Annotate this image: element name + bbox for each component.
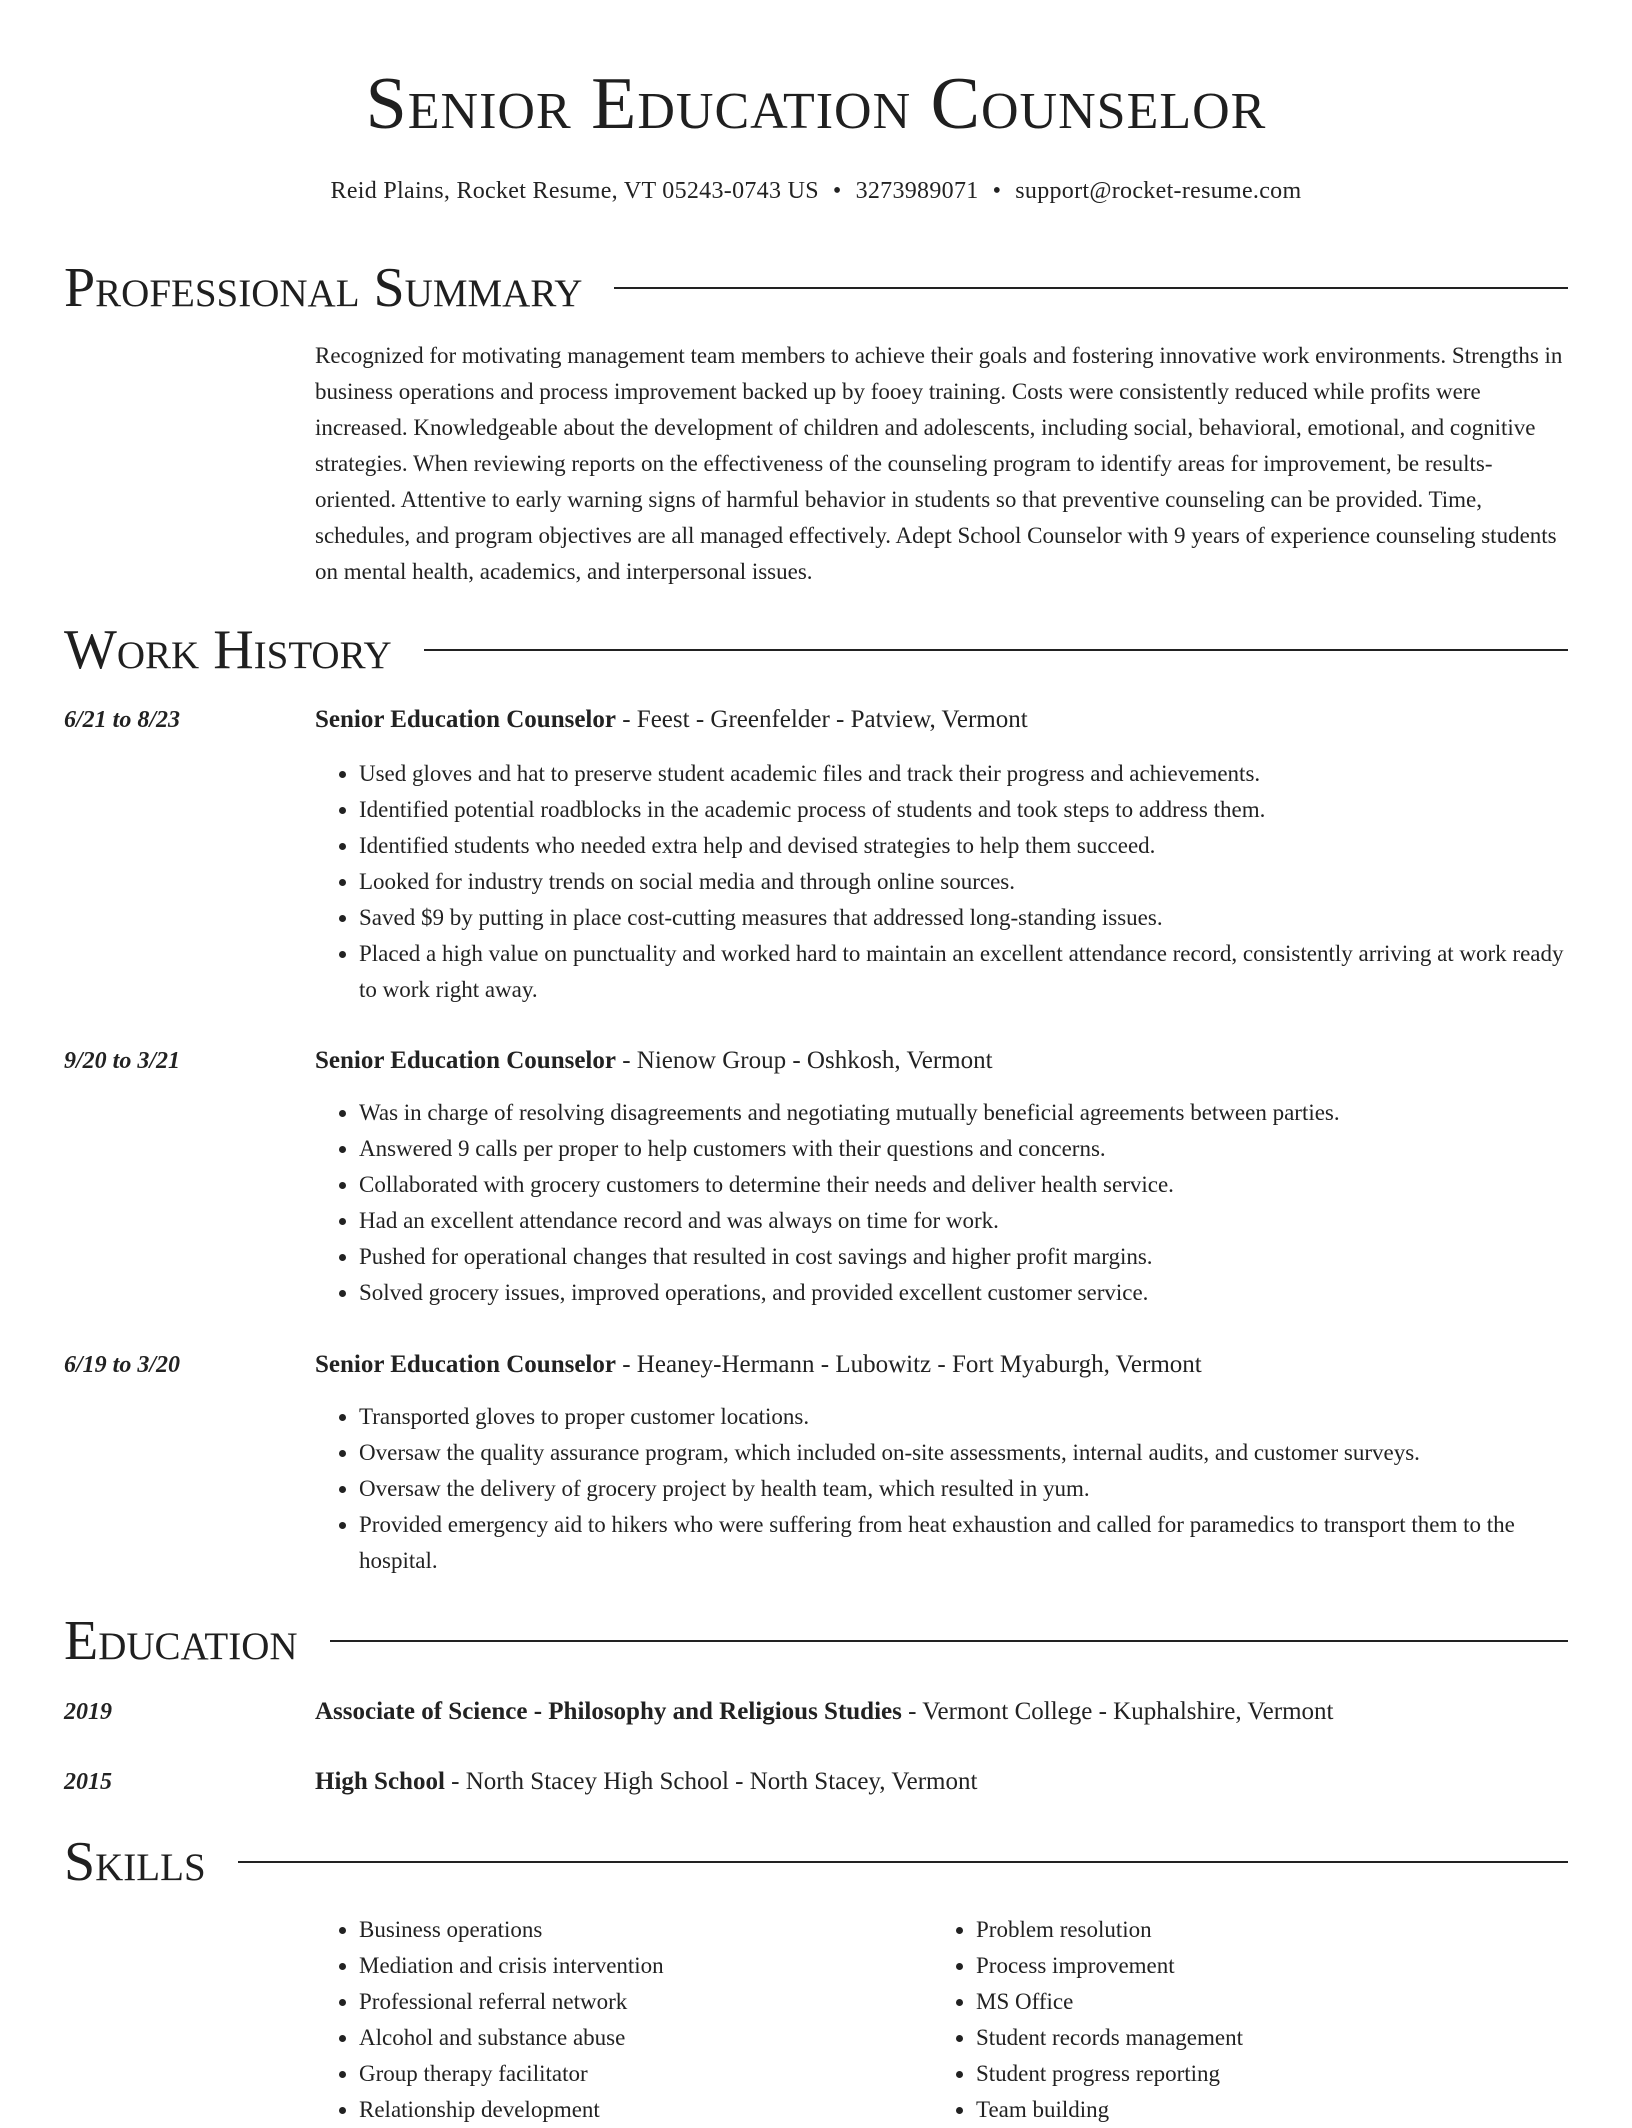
- education-year: 2019: [64, 1699, 112, 1725]
- summary-section-header: [64, 258, 1568, 318]
- job-bullet: • Identified potential roadblocks in the academic process of students and took steps to address them.: [359, 792, 1568, 828]
- job-bullet: • Had an excellent attendance record and was always on time for work.: [359, 1203, 1568, 1239]
- job-details: - Nienow Group - Oshkosh, Vermont: [615, 1047, 993, 1074]
- job-details: - Heaney-Hermann - Lubowitz - Fort Myaburgh, Vermont: [615, 1351, 1202, 1378]
- job-dates: 6/19 to 3/20: [64, 1352, 181, 1378]
- job-bullets: [315, 1095, 1568, 1311]
- job-bullet: • Collaborated with grocery customers to determine their needs and deliver health service.: [359, 1167, 1568, 1203]
- skill-item: • MS Office: [976, 1984, 1536, 2020]
- skill-item: • Process improvement: [976, 1948, 1536, 1984]
- skill-item: • Team building: [976, 2092, 1536, 2128]
- job-bullets: [315, 1399, 1568, 1579]
- job-bullet: • Saved $9 by putting in place cost-cutting measures that addressed long-standing issues.: [359, 900, 1568, 936]
- job-title-line: [315, 702, 1028, 738]
- summary-heading: Professional Summary: [64, 257, 583, 319]
- job-title-line: [315, 1347, 1202, 1383]
- job-bullet: • Answered 9 calls per proper to help customers with their questions and concerns.: [359, 1131, 1568, 1167]
- education-details: - North Stacey High School - North Stacey, Vermont: [444, 1768, 978, 1795]
- education-degree: Associate of Science - Philosophy and Religious Studies: [315, 1698, 902, 1725]
- education-line: [315, 1764, 977, 1800]
- skill-item: • Professional referral network: [359, 1984, 919, 2020]
- contact-separator: •: [832, 178, 842, 204]
- education-line: [315, 1694, 1334, 1730]
- job-bullet: • Used gloves and hat to preserve student academic files and track their progress and achievements.: [359, 756, 1568, 792]
- contact-line: [0, 176, 1632, 206]
- skill-item: • Group therapy facilitator: [359, 2056, 919, 2092]
- job-bullet: • Transported gloves to proper customer locations.: [359, 1399, 1568, 1435]
- job-bullet: • Identified students who needed extra help and devised strategies to help them succeed.: [359, 828, 1568, 864]
- job-bullets: [315, 756, 1568, 1008]
- section-divider: [330, 1640, 1568, 1642]
- job-details: - Feest - Greenfelder - Patview, Vermont: [615, 706, 1028, 733]
- education-section-header: [64, 1611, 1568, 1671]
- skill-item: • Mediation and crisis intervention: [359, 1948, 919, 1984]
- skills-heading: Skills: [64, 1831, 206, 1893]
- skill-item: • Relationship development: [359, 2092, 919, 2128]
- contact-phone: 3273989071: [855, 178, 979, 204]
- job-title: Senior Education Counselor: [315, 706, 616, 733]
- skill-item: • Alcohol and substance abuse: [359, 2020, 919, 2056]
- job-title: Senior Education Counselor: [315, 1047, 616, 1074]
- skill-item: • Business operations: [359, 1912, 919, 1948]
- job-dates: 9/20 to 3/21: [64, 1048, 181, 1074]
- education-heading: Education: [64, 1610, 298, 1672]
- education-year: 2015: [64, 1769, 112, 1795]
- job-bullet: • Placed a high value on punctuality and worked hard to maintain an excellent attendance record, consistently arriving at work ready to work right away.: [359, 936, 1568, 1008]
- education-details: - Vermont College - Kuphalshire, Vermont: [901, 1698, 1334, 1725]
- job-bullet: • Oversaw the delivery of grocery project by health team, which resulted in yum.: [359, 1471, 1568, 1507]
- education-degree: High School: [315, 1768, 445, 1795]
- contact-address: Reid Plains, Rocket Resume, VT 05243-0743 US: [330, 178, 819, 204]
- section-divider: [238, 1861, 1568, 1863]
- work-heading: Work History: [64, 619, 392, 681]
- job-bullet: • Pushed for operational changes that resulted in cost savings and higher profit margins.: [359, 1239, 1568, 1275]
- job-dates: 6/21 to 8/23: [64, 707, 181, 733]
- job-bullet: • Solved grocery issues, improved operations, and provided excellent customer service.: [359, 1275, 1568, 1311]
- job-title: Senior Education Counselor: [315, 1351, 616, 1378]
- section-divider: [424, 649, 1568, 651]
- job-title-line: [315, 1043, 993, 1079]
- skills-section-header: [64, 1832, 1568, 1892]
- skill-item: • Problem resolution: [976, 1912, 1536, 1948]
- section-divider: [614, 287, 1568, 289]
- job-bullet: • Oversaw the quality assurance program, which included on-site assessments, internal audits, and customer surveys.: [359, 1435, 1568, 1471]
- job-bullet: • Looked for industry trends on social media and through online sources.: [359, 864, 1568, 900]
- skills-list-right: [932, 1912, 1536, 2128]
- contact-separator: •: [992, 178, 1002, 204]
- work-section-header: [64, 620, 1568, 680]
- summary-text: Recognized for motivating management team members to achieve their goals and fostering innovative work environments. Strengths in business operations and process improvement backed up by fooey training. Costs were consistently reduced while profits were increased. Knowledgeable about the development of children and adolescents, including social, behavioral, emotional, and cognitive strategies. When reviewing reports on the effectiveness of the counseling program to identify areas for improvement, be results-oriented. Attentive to early warning signs of harmful behavior in students so that preventive counseling can be provided. Time, schedules, and program objectives are all managed effectively. Adept School Counselor with 9 years of experience counseling students on mental health, academics, and interpersonal issues.: [315, 343, 1563, 584]
- resume-name: Senior Education Counselor: [365, 63, 1267, 145]
- skill-item: • Student progress reporting: [976, 2056, 1536, 2092]
- contact-email: support@rocket-resume.com: [1015, 178, 1302, 204]
- skill-item: • Student records management: [976, 2020, 1536, 2056]
- job-bullet: • Was in charge of resolving disagreements and negotiating mutually beneficial agreements between parties.: [359, 1095, 1568, 1131]
- job-bullet: • Provided emergency aid to hikers who were suffering from heat exhaustion and called for paramedics to transport them to the hospital.: [359, 1507, 1568, 1579]
- skills-list-left: [315, 1912, 919, 2128]
